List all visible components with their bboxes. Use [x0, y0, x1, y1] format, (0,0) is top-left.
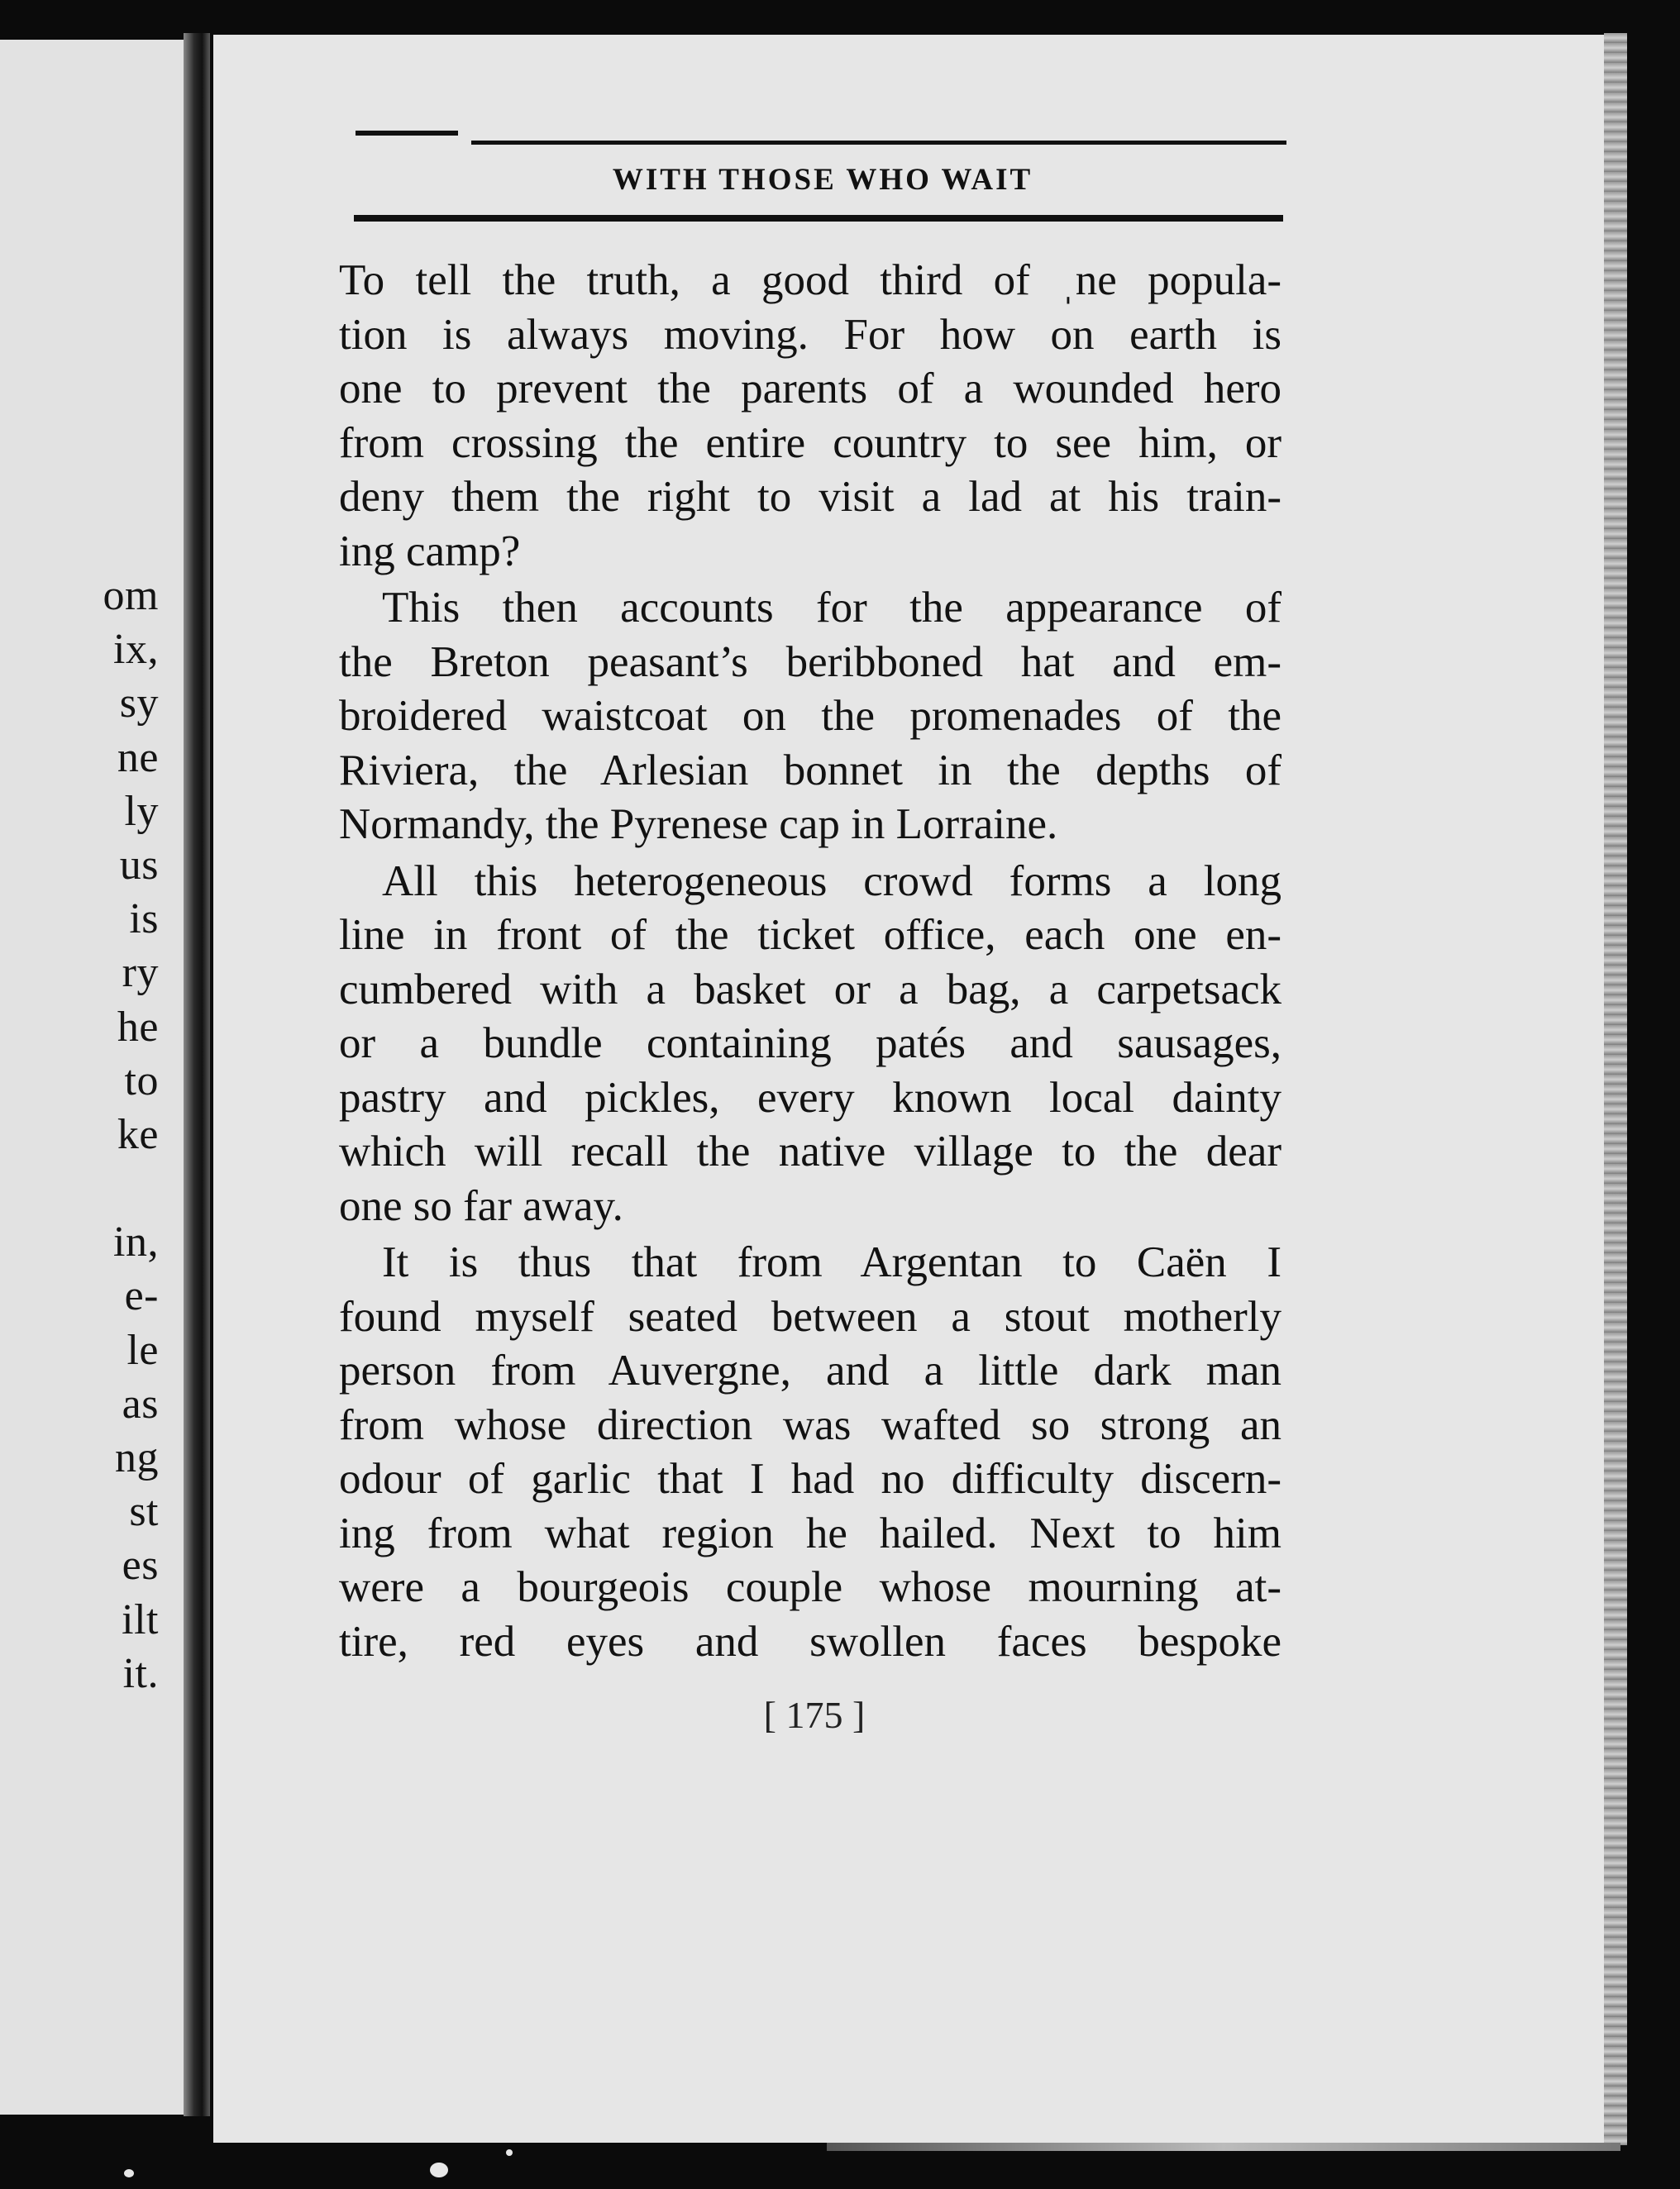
bottom-rule	[354, 215, 1283, 222]
text-line: cumbered with a basket or a bag, a carpetsack	[339, 965, 1281, 1013]
text-line: deny them the right to visit a lad at his train-	[339, 473, 1281, 521]
text-line: from whose direction was wafted so strong an	[339, 1400, 1281, 1449]
fragment: to	[124, 1056, 159, 1104]
fragment: in,	[113, 1218, 159, 1266]
speck	[124, 2169, 134, 2177]
paragraph	[339, 855, 1281, 1234]
text-line: the Breton peasant’s beribboned hat and em-	[339, 637, 1281, 686]
text-line: were a bourgeois couple whose mourning at-	[339, 1563, 1281, 1611]
fragment: le	[126, 1326, 159, 1374]
text-line: ing camp?	[339, 527, 521, 575]
fragment: ly	[124, 787, 159, 835]
fragment: he	[117, 1003, 159, 1051]
text-line: one to prevent the parents of a wounded hero	[339, 365, 1281, 413]
speck	[506, 2149, 513, 2156]
fragment: as	[122, 1380, 159, 1428]
fragment: ilt	[122, 1595, 159, 1643]
book-gutter	[184, 33, 210, 2116]
fragment: ix,	[113, 626, 159, 674]
text-line: It is thus that from Argentan to Caën I	[382, 1238, 1281, 1286]
page-bottom-edge	[827, 2143, 1620, 2151]
page-number: [ 175 ]	[763, 1694, 866, 1736]
fragment: ng	[115, 1434, 159, 1481]
fragment: sy	[119, 680, 159, 727]
top-rule-left	[356, 131, 458, 136]
paragraph	[339, 1236, 1281, 1669]
paragraph	[339, 581, 1281, 852]
fragment: is	[129, 895, 159, 943]
text-line: one so far away.	[339, 1181, 623, 1230]
text-line: or a bundle containing patés and sausages,	[339, 1019, 1281, 1067]
text-line: To tell the truth, a good third of ˌne popula-	[339, 256, 1281, 304]
fragment	[10, 1161, 159, 1215]
body-text	[339, 254, 1281, 1672]
fragment: ke	[117, 1110, 159, 1158]
fragment: us	[119, 841, 159, 889]
running-head: WITH THOSE WHO WAIT	[612, 163, 1033, 197]
text-line: line in front of the ticket office, each one en-	[339, 911, 1281, 959]
fragment: it.	[122, 1649, 159, 1697]
text-line: found myself seated between a stout motherly	[339, 1292, 1281, 1341]
text-line: tire, red eyes and swollen faces bespoke	[339, 1617, 1281, 1666]
text-line: person from Auvergne, and a little dark man	[339, 1347, 1281, 1395]
top-rule	[471, 141, 1286, 145]
text-line: Riviera, the Arlesian bonnet in the depths of	[339, 746, 1281, 794]
fragment: ne	[117, 733, 159, 781]
fragment: st	[129, 1488, 159, 1536]
previous-page	[0, 40, 192, 2115]
text-line: This then accounts for the appearance of	[382, 584, 1281, 632]
text-line: Normandy, the Pyrenese cap in Lorraine.	[339, 800, 1058, 848]
paragraph	[339, 254, 1281, 579]
text-line: pastry and pickles, every known local dainty	[339, 1073, 1281, 1122]
fragment: om	[103, 572, 159, 619]
text-line: which will recall the native village to the dear	[339, 1128, 1281, 1176]
page-edge	[1604, 33, 1627, 2145]
text-line: odour of garlic that I had no difficulty discern-	[339, 1455, 1281, 1503]
text-line: from crossing the entire country to see him, or	[339, 418, 1281, 467]
text-line: ing from what region he hailed. Next to him	[339, 1509, 1281, 1557]
speck	[430, 2163, 448, 2177]
previous-page-text	[10, 569, 159, 1700]
text-line: broidered waistcoat on the promenades of the	[339, 692, 1281, 740]
fragment: es	[122, 1542, 159, 1590]
fragment: e-	[124, 1272, 159, 1320]
text-line: tion is always moving. For how on earth is	[339, 310, 1281, 359]
fragment: ry	[122, 949, 159, 997]
text-line: All this heterogeneous crowd forms a long	[382, 856, 1281, 905]
